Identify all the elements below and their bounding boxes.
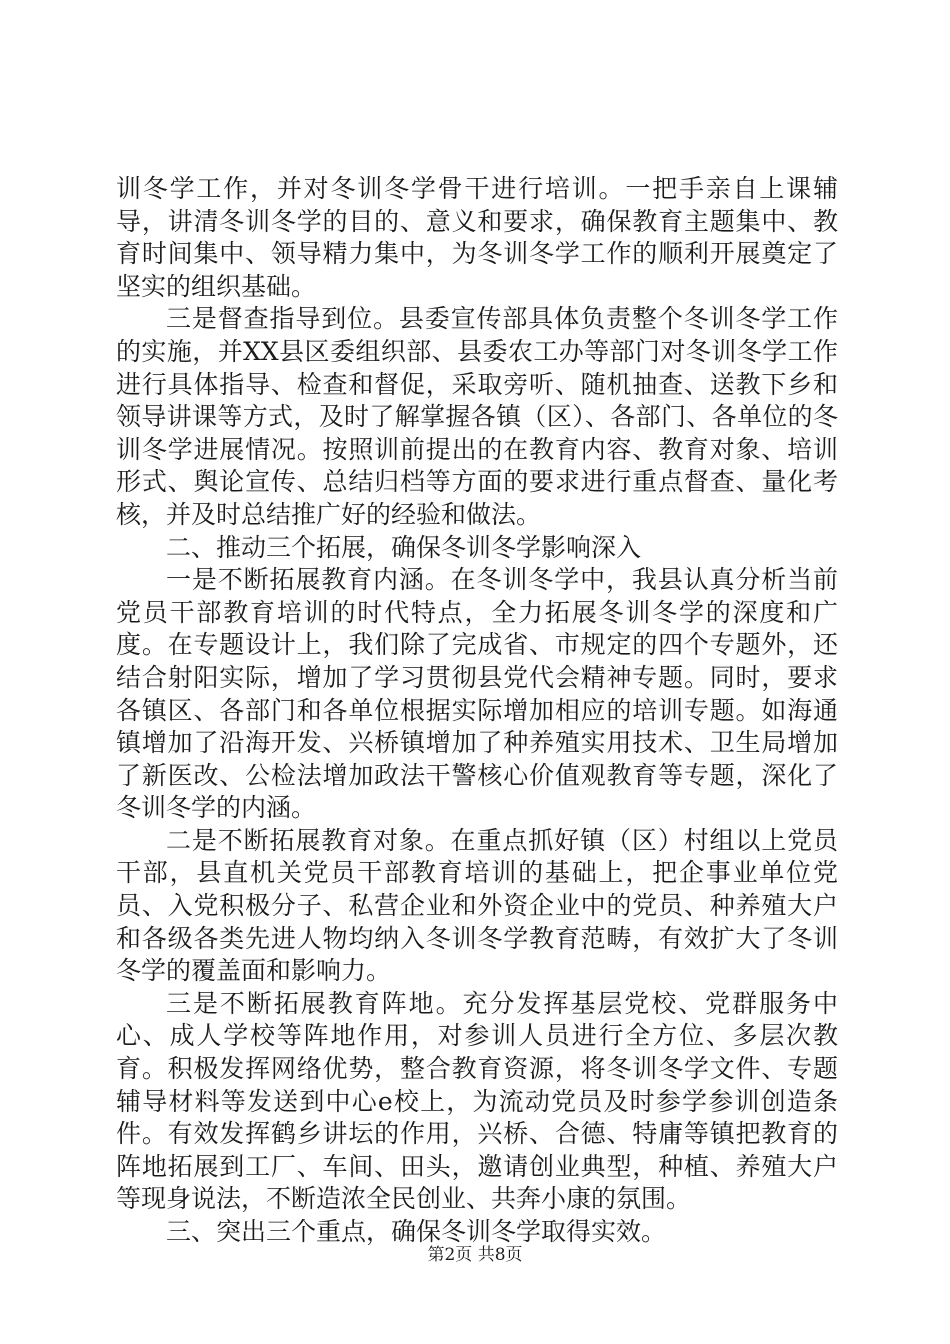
paragraph-expand-venue: 三是不断拓展教育阵地。充分发挥基层党校、党群服务中心、成人学校等阵地作用，对参训人员进行全方位、多层次教育。积极发挥网络优势，整合教育资源，将冬训冬学文件、专题辅导材料等发送到中心e校上，为流动党员及时参学参训创造条件。有效发挥鹤乡讲坛的作用，兴桥、合德、特庸等镇把教育的阵地拓展到工厂、车间、田头，邀请创业典型，种植、养殖大户等现身说法，不断造浓全民创业、共奔小康的氛围。 — [116, 988, 838, 1214]
section-heading-two: 二、推动三个拓展，确保冬训冬学影响深入 — [166, 532, 642, 562]
document-body — [116, 173, 838, 1249]
paragraph-continuation: 训冬学工作，并对冬训冬学骨干进行培训。一把手亲自上课辅导，讲清冬训冬学的目的、意义和要求，确保教育主题集中、教育时间集中、领导精力集中，为冬训冬学工作的顺利开展奠定了坚实的组织基础。 — [116, 174, 838, 301]
paragraph-supervision: 三是督查指导到位。县委宣传部具体负责整个冬训冬学工作的实施，并XX县区委组织部、县委农工办等部门对冬训冬学工作进行具体指导、检查和督促，采取旁听、随机抽查、送教下乡和领导讲课等方式，及时了解掌握各镇（区）、各部门、各单位的冬训冬学进展情况。按照训前提出的在教育内容、教育对象、培训形式、舆论宣传、总结归档等方面的要求进行重点督查、量化考核，并及时总结推广好的经验和做法。 — [116, 304, 838, 529]
paragraph-expand-audience: 二是不断拓展教育对象。在重点抓好镇（区）村组以上党员干部，县直机关党员干部教育培训的基础上，把企事业单位党员、入党积极分子、私营企业和外资企业中的党员、种养殖大户和各级各类先进人物均纳入冬训冬学教育范畴，有效扩大了冬训冬学的覆盖面和影响力。 — [116, 825, 838, 986]
page-number-footer: 第2页 共8页 — [427, 1245, 523, 1265]
section-heading-three: 三、突出三个重点，确保冬训冬学取得实效。 — [166, 1217, 667, 1246]
paragraph-expand-content: 一是不断拓展教育内涵。在冬训冬学中，我县认真分析当前党员干部教育培训的时代特点，全力拓展冬训冬学的深度和广度。在专题设计上，我们除了完成省、市规定的四个专题外，还结合射阳实际，增加了学习贯彻县党代会精神专题。同时，要求各镇区、各部门和各单位根据实际增加相应的培训专题。如海通镇增加了沿海开发、兴桥镇增加了种养殖实用技术、卫生局增加了新医改、公检法增加政法干警核心价值观教育等专题，深化了冬训冬学的内涵。 — [116, 565, 838, 823]
